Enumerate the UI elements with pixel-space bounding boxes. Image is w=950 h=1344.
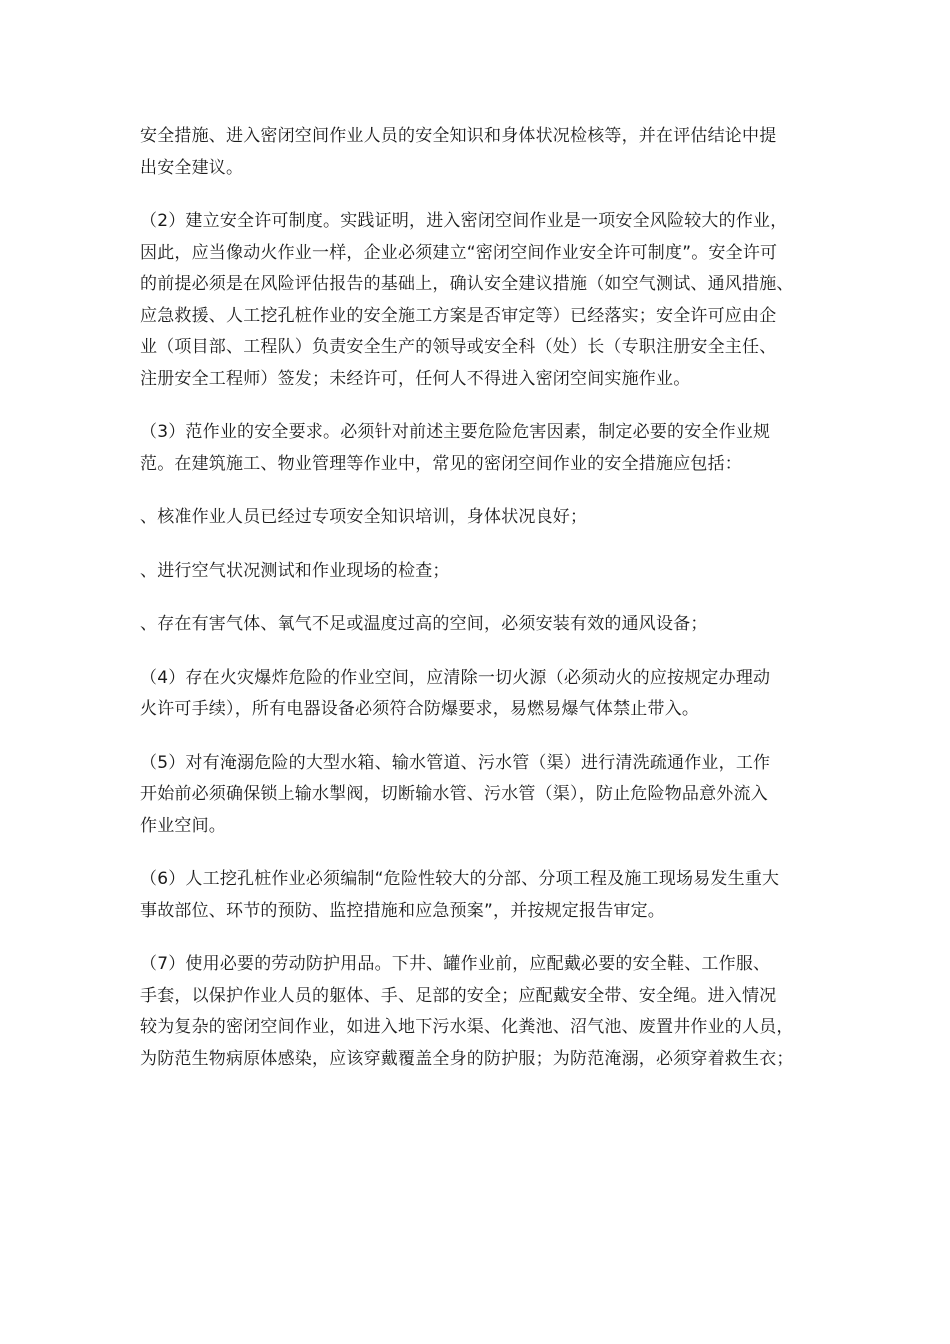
text-line: 手套，以保护作业人员的躯体、手、足部的安全；应配戴安全带、安全绳。进入情况	[140, 985, 777, 1006]
paragraph-item-5-drowning	[140, 748, 830, 843]
text-line: （7）使用必要的劳动防护用品。下井、罐作业前，应配戴必要的安全鞋、工作服、	[140, 954, 771, 974]
paragraph-item-3-safety-requirements	[140, 417, 830, 480]
list-item-ventilation	[140, 609, 830, 641]
document-body	[140, 121, 830, 1097]
text-line: 、核准作业人员已经过专项安全知识培训，身体状况良好；	[140, 507, 588, 527]
list-item-training	[140, 502, 830, 534]
list-item-air-testing	[140, 556, 830, 588]
text-line: 事故部位、环节的预防、监控措施和应急预案”，并按规定报告审定。	[140, 900, 666, 921]
text-line: 出安全建议。	[140, 157, 244, 178]
text-line: 作业空间。	[140, 815, 226, 836]
text-line: （2）建立安全许可制度。实践证明，进入密闭空间作业是一项安全风险较大的作业，	[140, 211, 788, 231]
text-line: 范。在建筑施工、物业管理等作业中，常见的密闭空间作业的安全措施应包括：	[140, 453, 742, 474]
text-line: 火许可手续），所有电器设备必须符合防爆要求，易燃易爆气体禁止带入。	[140, 699, 700, 719]
text-line: 业（项目部、工程队）负责安全生产的领导或安全科（处）长（专职注册安全主任、	[140, 337, 777, 357]
text-line: （5）对有淹溺危险的大型水箱、输水管道、污水管（渠）进行清洗疏通作业，工作	[140, 752, 771, 773]
text-line: 较为复杂的密闭空间作业，如进入地下污水渠、化粪池、沼气池、废置井作业的人员，	[140, 1017, 794, 1037]
text-line: 安全措施、进入密闭空间作业人员的安全知识和身体状况检核等，并在评估结论中提	[140, 126, 777, 146]
text-line: 应急救援、人工挖孔桩作业的安全施工方案是否审定等）已经落实；安全许可应由企	[140, 305, 777, 326]
paragraph-item-6-pile-excavation	[140, 864, 830, 927]
text-line: 、存在有害气体、氧气不足或温度过高的空间，必须安装有效的通风设备；	[140, 614, 708, 634]
paragraph-item-4-fire-explosion	[140, 663, 830, 726]
text-line: （4）存在火灾爆炸危险的作业空间，应清除一切火源（必须动火的应按规定办理动	[140, 667, 771, 688]
paragraph-safety-measures-continued	[140, 121, 830, 184]
text-line: 开始前必须确保锁上输水掣阀，切断输水管、污水管（渠），防止危险物品意外流入	[140, 784, 768, 804]
paragraph-item-7-protective-equipment	[140, 949, 830, 1075]
text-line: 的前提必须是在风险评估报告的基础上，确认安全建议措施（如空气测试、通风措施、	[140, 274, 794, 294]
text-line: 、进行空气状况测试和作业现场的检查；	[140, 560, 450, 581]
text-line: 注册安全工程师）签发；未经许可，任何人不得进入密闭空间实施作业。	[140, 368, 691, 389]
text-line: 因此，应当像动火作业一样，企业必须建立“密闭空间作业安全许可制度”。安全许可	[140, 242, 778, 263]
text-line: （6）人工挖孔桩作业必须编制“危险性较大的分部、分项工程及施工现场易发生重大	[140, 869, 780, 889]
paragraph-item-2-permit-system	[140, 206, 830, 395]
text-line: （3）范作业的安全要求。必须针对前述主要危险危害因素，制定必要的安全作业规	[140, 422, 771, 442]
text-line: 为防范生物病原体感染，应该穿戴覆盖全身的防护服；为防范淹溺，必须穿着救生衣；	[140, 1048, 794, 1069]
